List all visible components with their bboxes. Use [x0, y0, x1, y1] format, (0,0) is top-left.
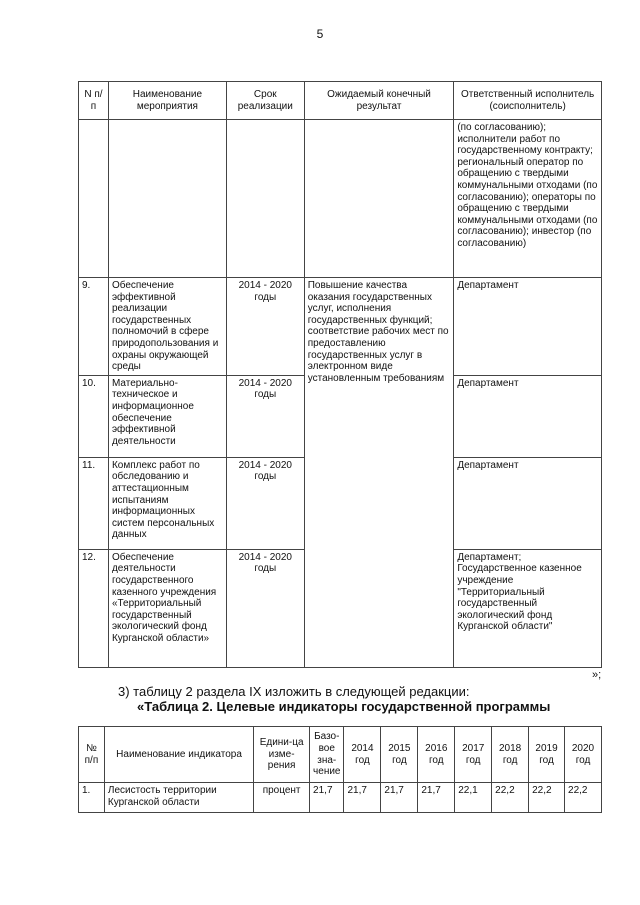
row-num: 12.: [79, 549, 109, 667]
row-name: Обеспечение деятельности государственного казенного учреждения «Территориальный государственный экологический фонд Курганской области»: [108, 549, 226, 667]
table-row: [79, 783, 602, 813]
continued-executor: (по согласованию); исполнители работ по государственному контракту; региональный оператор по обращению с твердыми коммунальными отходами (по согласованию); операторы по обращению с твердыми коммунальными отходами (по согласованию); инвестор (по согласованию): [454, 120, 602, 278]
table-row: [79, 278, 602, 376]
indicators-table: [78, 726, 602, 813]
row-executor: Департамент: [454, 278, 602, 376]
cell-indicator: Лесистость территории Курганской области: [104, 783, 253, 813]
cell-unit: процент: [254, 783, 310, 813]
header-2016: 2016 год: [418, 727, 455, 783]
table2-title: «Таблица 2. Целевые индикаторы государственной программы: [137, 699, 551, 714]
header-period: Срок реализации: [226, 82, 304, 120]
row-period: 2014 - 2020 годы: [226, 278, 304, 376]
cell-num: 1.: [79, 783, 105, 813]
header-2014: 2014 год: [344, 727, 381, 783]
row-num: 10.: [79, 375, 109, 457]
measures-table: [78, 81, 602, 668]
instruction-text: 3) таблицу 2 раздела IX изложить в следующей редакции:: [118, 684, 470, 699]
header-executor: Ответственный исполнитель (соисполнитель): [454, 82, 602, 120]
row-name: Комплекс работ по обследованию и аттестационным испытаниям информационных систем персональных данных: [108, 457, 226, 549]
row-num: 11.: [79, 457, 109, 549]
cell-2018: 22,2: [492, 783, 529, 813]
cell-2016: 21,7: [418, 783, 455, 813]
row-period: 2014 - 2020 годы: [226, 549, 304, 667]
closing-quote: »;: [592, 669, 602, 681]
measures-header-row: [79, 82, 602, 120]
cell-2020: 22,2: [565, 783, 602, 813]
page-number: 5: [316, 27, 324, 41]
row-name: Обеспечение эффективной реализации государственных полномочий в сфере природопользования и охраны окружающей среды: [108, 278, 226, 376]
header-base: Базо-вое зна-чение: [310, 727, 344, 783]
cell-2019: 22,2: [529, 783, 565, 813]
row-executor: Департамент; Государственное казенное учреждение "Территориальный государственный экологический фонд Курганской области": [454, 549, 602, 667]
header-num: № п/п: [79, 727, 105, 783]
header-2015: 2015 год: [381, 727, 418, 783]
header-result: Ожидаемый конечный результат: [304, 82, 454, 120]
header-num: N п/п: [79, 82, 109, 120]
header-indicator: Наименование индикатора: [104, 727, 253, 783]
header-name: Наименование мероприятия: [108, 82, 226, 120]
header-2019: 2019 год: [529, 727, 565, 783]
header-2020: 2020 год: [565, 727, 602, 783]
row-period: 2014 - 2020 годы: [226, 375, 304, 457]
row-executor: Департамент: [454, 457, 602, 549]
cell-2014: 21,7: [344, 783, 381, 813]
row-name: Материально-техническое и информационное обеспечение эффективной деятельности: [108, 375, 226, 457]
header-2017: 2017 год: [455, 727, 492, 783]
cell-2015: 21,7: [381, 783, 418, 813]
indicators-header-row: [79, 727, 602, 783]
shared-result: Повышение качества оказания государственных услуг, исполнения государственных функций; соответствие рабочих мест по предоставлению государственных услуг в электронном виде установленным требованиям: [304, 278, 454, 668]
cell-base: 21,7: [310, 783, 344, 813]
row-executor: Департамент: [454, 375, 602, 457]
row-period: 2014 - 2020 годы: [226, 457, 304, 549]
header-unit: Едини-ца изме-рения: [254, 727, 310, 783]
cell-2017: 22,1: [455, 783, 492, 813]
header-2018: 2018 год: [492, 727, 529, 783]
continuation-row: [79, 120, 602, 278]
row-num: 9.: [79, 278, 109, 376]
